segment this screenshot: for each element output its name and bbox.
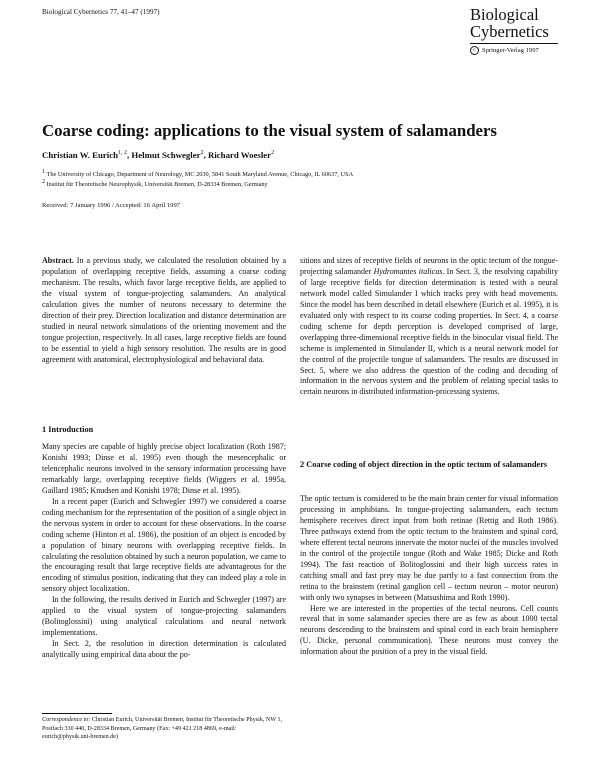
section-1-body (42, 442, 286, 661)
paragraph: In a recent paper (Eurich and Schwegler 1997) we considered a coarse coding mechanism for the representation of the position of a single object in the nervous system in order to account for these observations. In the coarse coding scheme (Hinton et al. 1986), the position of an object is encoded by a population of binary neurons with overlapping receptive fields. In calculating the resolution obtained by such a neuron population, we came to the encouraging result that large receptive fields are advantageous for the encoding of stimulus position, indicating that they can indeed play a role in sensory object localization. (42, 496, 286, 594)
paragraph: In Sect. 2, the resolution in direction determination is calculated analytically using empirical data about the po- (42, 639, 286, 660)
paragraph: Here we are interested in the properties of the tectal neurons. Cell counts reveal that in some salamander species there are as few as about 1000 tectal neurons descending to the brainstem and spinal cord in each brain hemisphere (U. Dicke, personal communication). These neurons must convey the information about the position of a prey in the visual field. (300, 603, 558, 657)
section-2-body (300, 494, 558, 658)
abstract (42, 256, 286, 366)
journal-reference: Biological Cybernetics 77, 41–47 (1997) (42, 8, 160, 16)
footnote-label: Correspondence to: (42, 717, 91, 723)
abstract-label: Abstract. (42, 256, 74, 265)
logo-line-2: Cybernetics (470, 22, 549, 41)
section-1-heading: 1 Introduction (42, 425, 94, 434)
paragraph: Many species are capable of highly precise object localization (Roth 1987; Konishi 1993; Dinse et al. 1995) even though the mesencephalic or telencephalic neurons involved in the sensory information processing have remarkably large, overlapping receptive fields (Wiggers et al. 1995a, Gaillard 1985; Knudsen and Konishi 1978; Dinse et al. 1995). (42, 442, 286, 495)
affiliation-text: Institut für Theoretische Neurophysik, Universität Bremen, D-28334 Bremen, Germany (46, 181, 268, 189)
footnote-rule (42, 713, 112, 714)
introduction-continued (300, 256, 558, 398)
copyright-icon: c (470, 46, 479, 55)
footnote-text: Christian Eurich, Universität Bremen, Institut für Theoretische Physik, NW 1, Postfach 330 440, D-28334 Bremen, Germany (Fax: +49 421 218 4869, e-mail: eurich@physik.uni-bremen.de) (42, 717, 283, 741)
affiliation-2 (42, 179, 268, 188)
affiliation-mark: 1 (42, 169, 45, 175)
affiliation-text: The University of Chicago, Department of Neurology, MC 2030, 5841 South Maryland Avenue, Chicago, IL 60637, USA (46, 171, 354, 179)
affiliation-mark: 2 (42, 179, 45, 185)
section-2-heading: 2 Coarse coding of object direction in the optic tectum of salamanders (300, 460, 548, 469)
publisher: Springer-Verlag 1997 (482, 47, 539, 54)
logo-line-1: Biological (470, 5, 539, 24)
journal-logo (470, 6, 558, 55)
affiliation-1 (42, 169, 353, 178)
author-name: Christian W. Eurich (42, 150, 119, 160)
paper-title: Coarse coding: applications to the visual system of salamanders (42, 121, 497, 140)
author-affiliation-mark: 2 (271, 150, 275, 157)
abstract-text: In a previous study, we calculated the resolution obtained by a population of overlapping receptive fields, assuming a coarse coding mechanism. The results, which favor large receptive fields, are applied to the visual system of tongue-projecting salamanders. An analytical calculation gives the number of neurons necessary to determine the direction of their prey. Direction localization and distance determination are studied in neural network simulations of the orienting movement and the tongue projection, respectively. In all cases, large receptive fields are found to be essential to yield a high sensory resolution. The results are in good agreement with anatomical, electrophysiological and behavioral data. (42, 256, 286, 364)
species-name: Hydromantes italicus (373, 266, 443, 276)
paragraph: In the following, the results derived in Eurich and Schwegler (1997) are applied to the visual system of tongue-projecting salamanders (Bolitoglossini) using analytical calculations and neural network implementations. (42, 595, 286, 638)
author-affiliation-mark: 1, 2 (118, 150, 128, 157)
paragraph: The optic tectum is considered to be the main brain center for visual information processing in amphibians. In tongue-projecting salamanders, each tectum hemisphere receives direct input from both retinae (Rettig and Roth 1986). Three pathways extend from the optic tectum to the brainstem and spinal cord, where efferent tectal neurons innervate the motor nuclei of the muscles involved in the control of the projectile tongue (Roth and Wake 1985; Dicke and Roth 1994). The fast reaction of Bolitoglossini and their high success rates in catching small and fast prey may be due partly to a fast connection from the retina to the brainstem (retinal ganglion cell – tectum neuron – motor neuron) with only two synapses in between (Matsushima and Roth 1990). (300, 494, 558, 602)
author-list: Christian W. Eurich$^{1, 2}$, Helmut Schwegler$^2$, Richard Woesler$^2$ (42, 150, 275, 160)
text-run: sitions and sizes of receptive fields of neurons in the optic tectum of the tongue-projecting salamander (300, 256, 558, 276)
author-affiliation-mark: 2 (200, 150, 204, 157)
correspondence-footnote (42, 716, 286, 742)
text-run: . In Sect. 3, the resolving capability of large receptive fields for direction determination is tested with a neural network model called Simulander I which tracks prey with head movements. Since the model has been described in detail elsewhere (Eurich et al. 1995), it is evaluated only with respect to its coarse coding properties. In Sect. 4, a coarse coding scheme for depth perception is developed comprised of large, overlapping three-dimensional receptive fields in the binocular visual field. The scheme is implemented in Simulander II, which is a neural network model for the control of the projectile tongue of salamanders. The results are discussed in Sect. 5, where we also address the question of the coding and decoding of information in the nervous system and the problem of relating special tasks to certain neurons in distributed information-processing systems. (300, 266, 558, 397)
logo-rule (470, 43, 558, 44)
author-name: Richard Woesler (207, 150, 272, 160)
author-name: Helmut Schwegler (131, 150, 201, 160)
publisher-line (470, 46, 558, 55)
received-accepted-dates: Received: 7 January 1996 / Accepted: 16 April 1997 (42, 202, 181, 209)
